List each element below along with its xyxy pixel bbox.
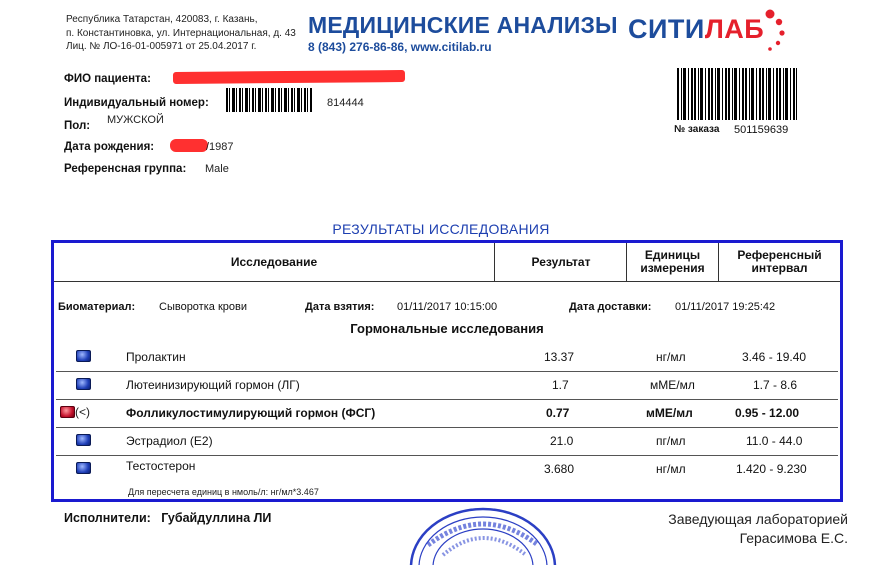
test-unit: нг/мл <box>656 462 686 476</box>
logo-part-1: СИТИ <box>628 14 705 44</box>
test-name: Лютеинизирующий гормон (ЛГ) <box>126 378 300 392</box>
test-reference: 11.0 - 44.0 <box>746 434 803 448</box>
normal-flag-icon[interactable] <box>76 434 91 446</box>
reference-group-value: Male <box>205 163 229 175</box>
header-result: Результат <box>494 243 627 281</box>
address-line: Республика Татарстан, 420083, г. Казань, <box>66 14 258 25</box>
sex-label: Пол: <box>64 120 91 132</box>
order-barcode <box>677 68 797 120</box>
date-taken-label: Дата взятия: <box>305 301 375 313</box>
normal-flag-icon[interactable] <box>76 350 91 362</box>
date-taken-value: 01/11/2017 10:15:00 <box>397 301 498 313</box>
result-row-estradiol <box>56 427 838 456</box>
test-reference: 3.46 - 19.40 <box>742 350 807 364</box>
result-row-fsh <box>56 399 838 428</box>
sex-value: МУЖСКОЙ <box>107 114 164 126</box>
header-reference: Референсный интервал <box>718 243 840 281</box>
redaction-mark <box>173 70 405 84</box>
test-unit: пг/мл <box>656 434 686 448</box>
logo-dots-icon <box>752 8 786 56</box>
test-value: 13.37 <box>544 350 575 364</box>
date-delivered-label: Дата доставки: <box>569 301 652 313</box>
low-marker: (<) <box>75 405 90 419</box>
citilab-logo <box>628 14 764 45</box>
patient-barcode <box>226 88 312 112</box>
performers-value: Губайдуллина ЛИ <box>161 511 272 525</box>
individual-number-label: Индивидуальный номер: <box>64 97 209 109</box>
brand-contacts: 8 (843) 276-86-86, www.citilab.ru <box>308 40 492 54</box>
test-unit: нг/мл <box>656 350 686 364</box>
test-unit: мМЕ/мл <box>650 378 695 392</box>
normal-flag-icon[interactable] <box>76 378 91 390</box>
results-section-title: РЕЗУЛЬТАТЫ ИССЛЕДОВАНИЯ <box>332 221 550 237</box>
reference-group-label: Референсная группа: <box>64 163 187 175</box>
performers <box>64 511 271 525</box>
order-number-value: 501159639 <box>734 124 789 136</box>
subsection-title: Гормональные исследования <box>350 321 544 336</box>
test-value: 0.77 <box>546 406 570 420</box>
performers-label: Исполнители: <box>64 511 151 525</box>
date-delivered-value: 01/11/2017 19:25:42 <box>675 301 776 313</box>
abnormal-flag-icon[interactable] <box>60 406 75 418</box>
order-number-label: № заказа <box>674 124 720 135</box>
lab-address <box>66 13 296 54</box>
test-value: 1.7 <box>552 378 569 392</box>
normal-flag-icon[interactable] <box>76 462 91 474</box>
lab-head-name: Герасимова Е.С. <box>739 530 848 546</box>
license-line: Лиц. № ЛО-16-01-005971 от 25.04.2017 г. <box>66 41 257 52</box>
header-study: Исследование <box>230 254 318 269</box>
individual-number-value: 814444 <box>327 97 364 109</box>
result-row-lh <box>56 371 838 400</box>
test-reference: 0.95 - 12.00 <box>735 406 800 420</box>
header-units: Единицы измерения <box>626 243 718 281</box>
birth-date-value: /1987 <box>206 141 234 153</box>
biomaterial-value: Сыворотка крови <box>159 301 247 313</box>
results-table-header <box>54 243 840 282</box>
redaction-mark <box>170 139 208 152</box>
lab-head-title: Заведующая лабораторией <box>668 511 848 527</box>
test-name: Пролактин <box>126 350 186 364</box>
test-name: Эстрадиол (Е2) <box>126 434 213 448</box>
test-value: 3.680 <box>544 462 575 476</box>
test-reference: 1.420 - 9.230 <box>736 462 807 476</box>
test-value: 21.0 <box>550 434 574 448</box>
birth-date-label: Дата рождения: <box>64 141 155 153</box>
lab-head <box>668 510 848 548</box>
biomaterial-label: Биоматериал: <box>58 301 136 313</box>
logo-part-2: ЛАБ <box>704 14 765 44</box>
address-line: п. Константиновка, ул. Интернациональная, д. 43 <box>66 27 296 39</box>
patient-name-label: ФИО пациента: <box>64 73 151 85</box>
lab-stamp-seal <box>408 505 558 565</box>
test-reference: 1.7 - 8.6 <box>753 378 798 392</box>
unit-conversion-note: Для пересчета единиц в нмоль/л: нг/мл*3.467 <box>128 487 319 497</box>
test-name: Фолликулостимулирующий гормон (ФСГ) <box>126 406 376 420</box>
result-row-prolactin <box>56 343 838 372</box>
result-row-testosterone <box>56 455 838 483</box>
brand-title: МЕДИЦИНСКИЕ АНАЛИЗЫ <box>308 12 618 38</box>
test-unit: мМЕ/мл <box>646 406 693 420</box>
test-name: Тестостерон <box>126 459 196 473</box>
